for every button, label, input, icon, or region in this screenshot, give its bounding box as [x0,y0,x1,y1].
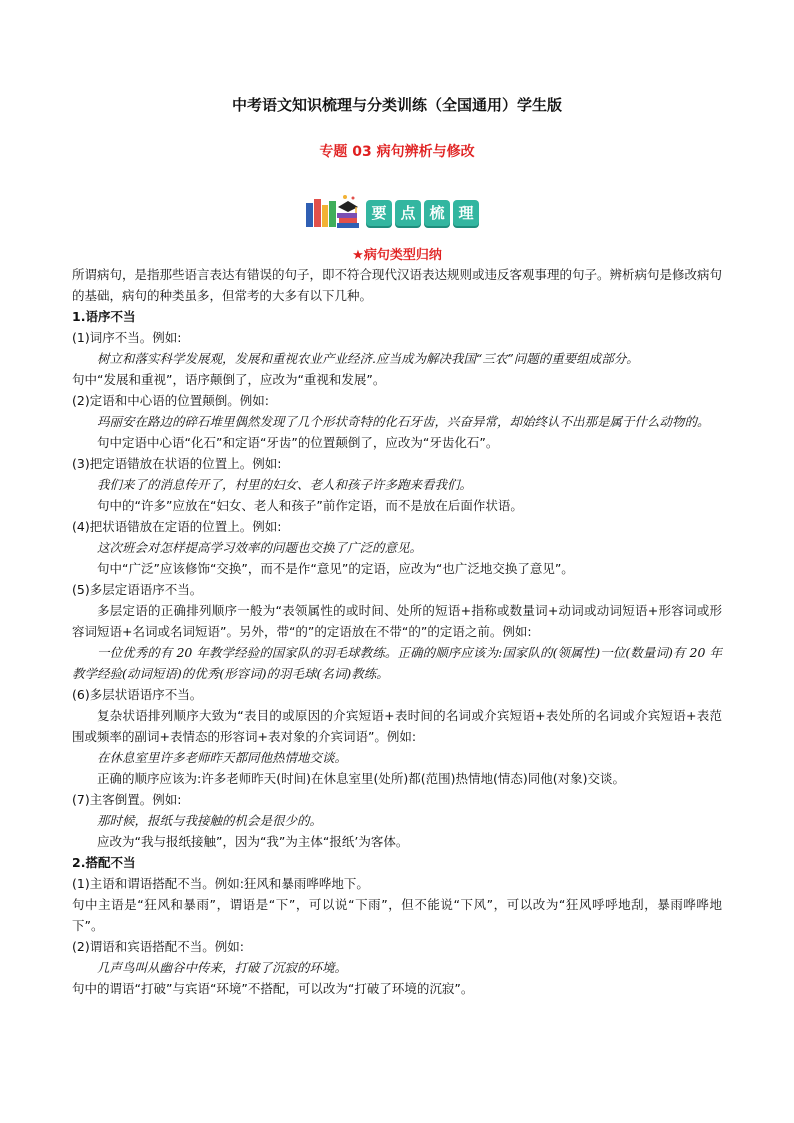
subsection-label: (6)多层状语语序不当。 [72,687,203,702]
subsection-label: (5)多层定语语序不当。 [72,582,203,597]
books-icon [304,193,362,229]
subsection-label: (2)谓语和宾语搭配不当。例如: [72,939,244,954]
subsection-label: (1)主语和谓语搭配不当。例如:狂风和暴雨哗哗地下。 [72,876,369,891]
section-heading: ★病句类型归纳 [352,248,442,263]
explanation: 复杂状语排列顺序大致为“表目的或原因的介宾短语+表时间的名词或介宾短语+表处所的名词或介宾短语+表范围或频率的副词+表情态的形容词+表对象的介宾词语”。例如: [72,708,722,744]
topic-title: 专题 03 病句辨析与修改 [319,144,475,160]
example-sentence: 这次班会对怎样提高学习效率的问题也交换了广泛的意见。 [97,540,423,555]
example-sentence: 在休息室里许多老师昨天都同他热情地交谈。 [97,750,348,765]
subsection-label: (3)把定语错放在状语的位置上。例如: [72,456,282,471]
explanation: 句中的谓语“打破”与宾语“环境”不搭配，可以改为“打破了环境的沉寂”。 [72,981,474,996]
example-sentence: 树立和落实科学发展观，发展和重视农业产业经济.应当成为解决我国“三农”问题的重要组成部分。 [97,351,639,366]
explanation: 句中“广泛”应该修饰“交换”，而不是作“意见”的定语，应改为“也广泛地交换了意见”。 [97,561,574,576]
explanation: 多层定语的正确排列顺序一般为“表领属性的或时间、处所的短语+指称或数量词+动词或动词短语+形容词或形容词短语+名词或名词短语”。另外，带“的”的定语放在不带“的”的定语之前。例如: [72,603,722,639]
part2-heading: 2.搭配不当 [72,855,136,870]
part1-heading: 1.语序不当 [72,309,136,324]
explanation: 应改为“我与报纸接触”，因为“我”为主体“报纸’为客体。 [97,834,409,849]
example-sentence: 那时候，报纸与我接触的机会是很少的。 [97,813,323,828]
banner-char-1: 要 [366,200,392,226]
explanation: 句中主语是“狂风和暴雨”，谓语是“下”，可以说“下雨”，但不能说“下风”，可以改为“狂风呼呼地刮，暴雨哗哗地下”。 [72,897,722,933]
document-title: 中考语文知识梳理与分类训练（全国通用）学生版 [231,96,562,114]
intro-paragraph: 所谓病句，是指那些语言表达有错误的句子，即不符合现代汉语表达规则或违反客观事理的句子。辨析病句是修改病句的基础，病句的种类虽多，但常考的大多有以下几种。 [72,267,723,303]
subsection-label: (2)定语和中心语的位置颠倒。例如: [72,393,269,408]
example-sentence: 玛丽安在路边的碎石堆里偶然发现了几个形状奇特的化石牙齿，兴奋异常，却始终认不出那是属于什么动物的。 [97,414,710,429]
document-body [72,264,722,999]
explanation: 句中的“许多”应放在“妇女、老人和孩子”前作定语，而不是放在后面作状语。 [97,498,523,513]
key-points-banner [304,193,484,233]
subsection-label: (7)主客倒置。例如: [72,792,182,807]
banner-char-2: 点 [395,200,421,226]
banner-char-4: 理 [453,200,479,226]
example-sentence: 我们来了的消息传开了，村里的妇女、老人和孩子许多跑来看我们。 [97,477,473,492]
explanation: 句中“发展和重视”，语序颠倒了，应改为“重视和发展”。 [72,372,386,387]
banner-char-3: 梳 [424,200,450,226]
example-sentence: 一位优秀的有 20 年教学经验的国家队的羽毛球教练。正确的顺序应该为:国家队的(领属性)一位(数量词)有 20 年教学经验(动词短语)的优秀(形容词)的羽毛球(名词)教练。 [72,645,722,681]
subsection-label: (1)词序不当。例如: [72,330,182,345]
subsection-label: (4)把状语错放在定语的位置上。例如: [72,519,282,534]
explanation: 句中定语中心语“化石”和定语“牙齿”的位置颠倒了，应改为“牙齿化石”。 [97,435,499,450]
example-sentence: 几声鸟叫从幽谷中传来，打破了沉寂的环境。 [97,960,348,975]
explanation: 正确的顺序应该为:许多老师昨天(时间)在休息室里(处所)都(范围)热情地(情态)同他(对象)交谈。 [97,771,625,786]
